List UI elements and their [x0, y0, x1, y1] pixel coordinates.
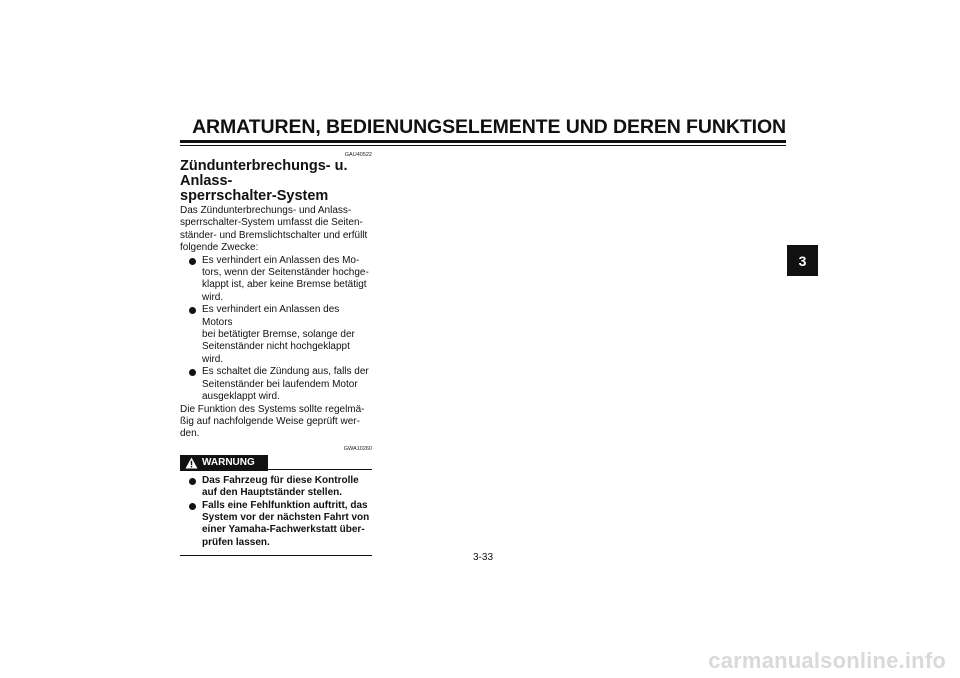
outro-line: ßig auf nachfolgende Weise geprüft wer-: [180, 415, 360, 427]
page-header-title: ARMATUREN, BEDIENUNGSELEMENTE UND DEREN FUNKTION: [192, 116, 786, 138]
page-number: 3-33: [472, 552, 493, 563]
list-item-line: wird.: [202, 291, 224, 303]
outro-line: den.: [180, 428, 200, 440]
outro-paragraph: [180, 404, 372, 441]
list-item-line: wird.: [202, 353, 224, 365]
outro-line: Die Funktion des Systems sollte regelmä-: [180, 403, 365, 415]
list-item-line: Es verhindert ein Anlassen des Motors: [202, 304, 340, 328]
list-item-line: Seitenständer nicht hochgeklappt: [202, 341, 350, 353]
warning-item: [180, 500, 372, 550]
intro-line: sperrschalter-System umfasst die Seiten-: [180, 217, 363, 229]
list-item-line: Es verhindert ein Anlassen des Mo-: [202, 254, 360, 266]
warning-triangle-icon: [185, 457, 198, 469]
purpose-list: [180, 255, 372, 404]
intro-line: Das Zündunterbrechungs- und Anlass-: [180, 205, 352, 216]
warning-item-line: System vor der nächsten Fahrt von: [202, 511, 370, 523]
warning-list: [180, 475, 372, 549]
chapter-tab[interactable]: 3: [787, 245, 818, 276]
list-item-line: ausgeklappt wird.: [202, 391, 280, 403]
warning-end-rule: [180, 555, 372, 556]
section-title-line2: sperrschalter-System: [180, 188, 329, 204]
warning-item-line: einer Yamaha-Fachwerkstatt über-: [202, 524, 365, 536]
header-rule-thin: [180, 145, 786, 146]
list-item: [180, 366, 372, 403]
warning-label: [180, 455, 268, 471]
warning-item: [180, 475, 372, 500]
list-item-line: Es schaltet die Zündung aus, falls der: [202, 366, 369, 378]
content-column: [180, 152, 372, 556]
section-title-line1: Zündunterbrechungs- u. Anlass-: [180, 158, 348, 189]
warning-item-line: prüfen lassen.: [202, 536, 270, 548]
warning-code: GWA10260: [343, 445, 372, 452]
warning-item-line: Falls eine Fehlfunktion auftritt, das: [202, 499, 368, 511]
list-item: [180, 304, 372, 366]
intro-line: folgende Zwecke:: [180, 242, 259, 254]
list-item-line: klappt ist, aber keine Bremse betätigt: [202, 279, 367, 291]
warning-rule: [268, 469, 372, 470]
watermark: carmanualsonline.info: [708, 648, 946, 673]
warning-item-line: Das Fahrzeug für diese Kontrolle: [202, 474, 359, 486]
list-item: [180, 255, 372, 305]
list-item-line: tors, wenn der Seitenständer hochge-: [202, 267, 369, 279]
intro-paragraph: [180, 205, 372, 255]
list-item-line: bei betätigter Bremse, solange der: [202, 329, 355, 341]
warning-label-text: WARNUNG: [202, 457, 255, 469]
section-code: GAU40522: [344, 152, 372, 158]
warning-item-line: auf den Hauptständer stellen.: [202, 487, 343, 499]
list-item-line: Seitenständer bei laufendem Motor: [202, 378, 358, 390]
intro-line: ständer- und Bremslichtschalter und erfüllt: [180, 229, 368, 241]
section-title: [180, 159, 372, 204]
header-rule: [180, 140, 786, 143]
warning-header: [180, 455, 372, 471]
